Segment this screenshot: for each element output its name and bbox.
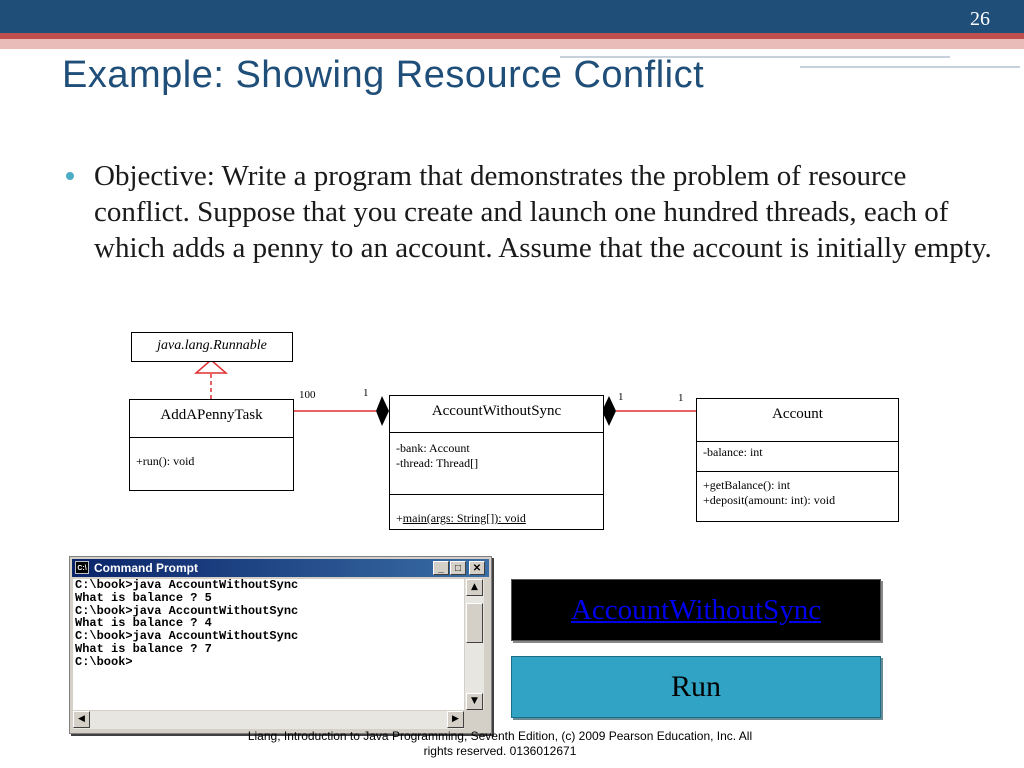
multiplicity-label: 1 — [618, 391, 624, 403]
composition-diamond-right — [602, 396, 616, 426]
multiplicity-label: 1 — [363, 387, 369, 399]
run-button[interactable] — [511, 656, 881, 718]
scroll-down-icon[interactable]: ▼ — [466, 693, 483, 710]
console-output[interactable] — [73, 579, 464, 710]
console-line: C:\book> — [75, 654, 133, 669]
accent-band-shadow — [0, 39, 1024, 49]
footer-line: Liang, Introduction to Java Programming, Seventh Edition, (c) 2009 Pearson Education, Inc. All — [247, 729, 753, 743]
uml-class-addapennytask — [129, 399, 294, 491]
window-title: Command Prompt — [94, 561, 199, 575]
class-fields — [390, 432, 603, 494]
console-line: C:\book>java AccountWithoutSync — [75, 629, 299, 644]
window-titlebar[interactable] — [72, 559, 489, 577]
scroll-right-icon[interactable]: ▶ — [447, 711, 464, 728]
source-code-link-button[interactable] — [511, 579, 881, 641]
multiplicity-label: 100 — [299, 389, 316, 401]
command-prompt-window[interactable] — [69, 556, 492, 734]
class-method: +run(): void — [130, 437, 293, 485]
horizontal-scrollbar[interactable] — [73, 711, 464, 729]
multiplicity-label: 1 — [678, 392, 684, 404]
slide-title: Example: Showing Resource Conflict — [62, 54, 705, 96]
class-field: -bank: Account — [396, 441, 470, 455]
console-icon: C:\ — [75, 561, 89, 574]
class-method: main(args: String[]): void — [402, 511, 526, 525]
class-name: Account — [772, 406, 823, 422]
scroll-thumb[interactable] — [466, 603, 483, 643]
scroll-up-icon[interactable]: ▲ — [466, 579, 483, 596]
class-methods — [390, 494, 603, 534]
console-line: C:\book>java AccountWithoutSync — [75, 603, 299, 618]
vertical-scrollbar[interactable] — [465, 579, 484, 710]
method-visibility: + — [396, 511, 403, 525]
uml-interface-runnable: java.lang.Runnable — [131, 332, 293, 362]
decorative-line — [800, 66, 1020, 68]
console-line: C:\book>java AccountWithoutSync — [75, 579, 299, 592]
class-field: -balance: int — [697, 441, 898, 471]
composition-diamond-left — [376, 396, 389, 426]
console-line: What is balance ? 5 — [75, 590, 212, 605]
class-method: +getBalance(): int — [703, 478, 791, 492]
bullet-icon — [66, 172, 74, 180]
scroll-left-icon[interactable]: ◀ — [73, 711, 90, 728]
slide-number: 26 — [970, 8, 990, 30]
footer-line: rights reserved. 0136012671 — [423, 744, 577, 758]
minimize-button[interactable]: _ — [433, 561, 449, 575]
objective-text: Objective: Write a program that demonstrates the problem of resource conflict. Suppose that you create and launch one hundred threads, each of which adds a penny to an account. Assume that the account is initially empty. — [94, 160, 992, 264]
console-line: What is balance ? 4 — [75, 616, 212, 631]
class-name: AddAPennyTask — [160, 407, 263, 423]
class-name: AccountWithoutSync — [431, 403, 562, 419]
uml-class-accountwithoutsync — [389, 395, 604, 530]
class-methods — [697, 471, 898, 525]
uml-class-account — [696, 398, 899, 522]
header-band — [0, 0, 1024, 33]
maximize-button[interactable]: □ — [450, 561, 466, 575]
run-button-label: Run — [670, 670, 721, 703]
source-code-link[interactable]: AccountWithoutSync — [570, 594, 822, 626]
class-field: -thread: Thread[] — [396, 456, 479, 470]
close-button[interactable]: ✕ — [469, 561, 485, 575]
class-method: +deposit(amount: int): void — [703, 493, 836, 507]
footer-copyright — [190, 729, 810, 759]
console-line: What is balance ? 7 — [75, 641, 212, 656]
